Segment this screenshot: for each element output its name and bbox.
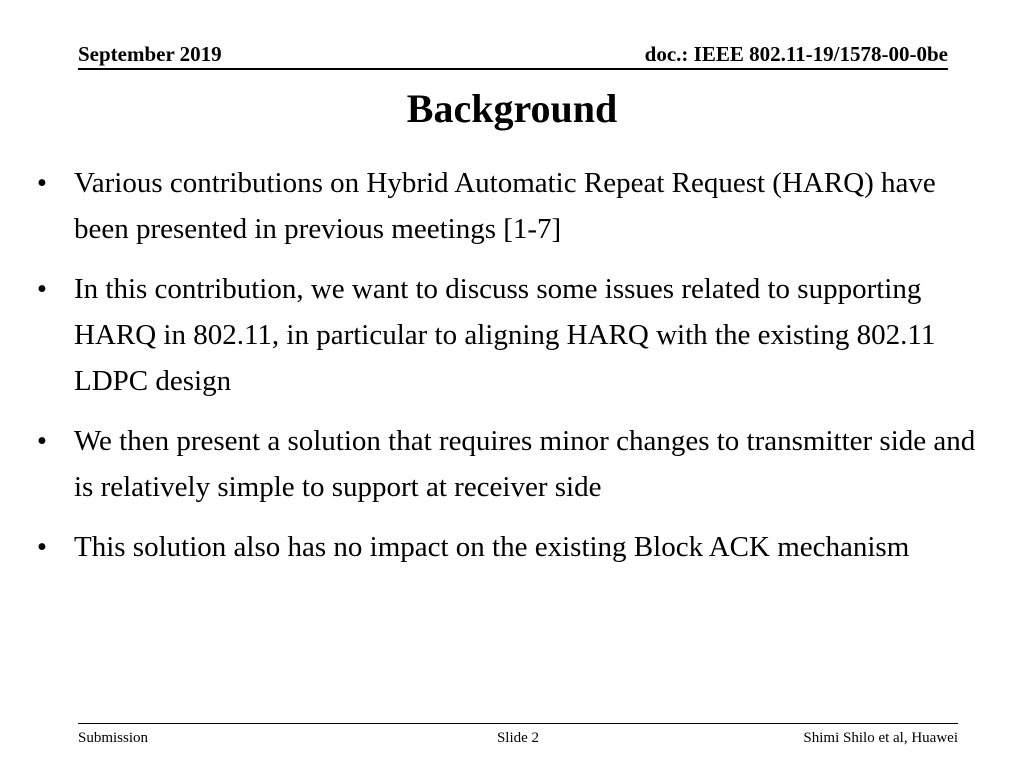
bullet-list: [32, 160, 992, 584]
bullet-icon: •: [36, 273, 48, 305]
header-date: September 2019: [78, 42, 222, 66]
bullet-item: [32, 524, 992, 570]
bullet-item: [32, 266, 992, 404]
header-divider: [78, 68, 948, 70]
bullet-text: This solution also has no impact on the existing Block ACK mechanism: [74, 531, 910, 563]
bullet-text: Various contributions on Hybrid Automatic Repeat Request (HARQ) have been presented in previous meetings [1-7]: [74, 167, 936, 245]
footer-slide-number: Slide 2: [496, 730, 540, 746]
bullet-item: [32, 160, 992, 252]
slide-footer: [78, 728, 958, 748]
bullet-text: We then present a solution that requires minor changes to transmitter side and is relatively simple to support at receiver side: [74, 425, 976, 503]
bullet-icon: •: [36, 425, 48, 457]
bullet-icon: •: [36, 167, 48, 199]
slide-header: [78, 40, 948, 68]
bullet-icon: •: [36, 531, 48, 563]
bullet-item: [32, 418, 992, 510]
footer-divider: [78, 723, 958, 724]
bullet-text: In this contribution, we want to discuss some issues related to supporting HARQ in 802.11, in particular to aligning HARQ with the existing 802.11 LDPC design: [74, 273, 936, 397]
slide-title: Background: [406, 86, 618, 131]
footer-author: Shimi Shilo et al, Huawei: [803, 730, 958, 746]
footer-submission: Submission: [78, 730, 149, 746]
header-doc-id: doc.: IEEE 802.11-19/1578-00-0be: [644, 42, 948, 66]
